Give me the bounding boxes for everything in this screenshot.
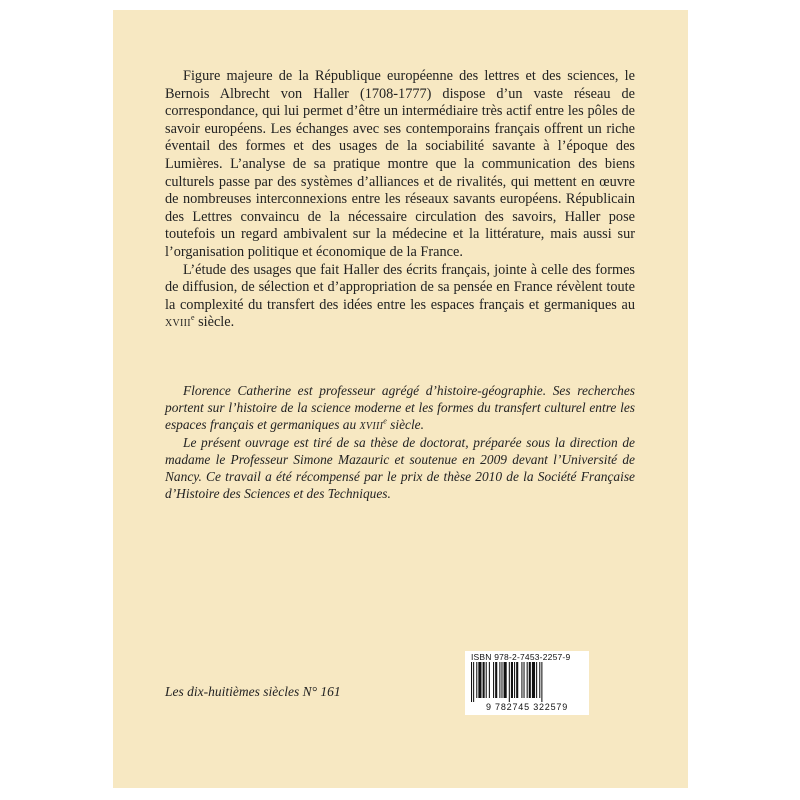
- summary-ending: siècle.: [194, 314, 235, 331]
- author-bio: [165, 383, 635, 503]
- isbn-label: ISBN 978-2-7453-2257-9: [471, 652, 571, 662]
- barcode-bar: [483, 662, 485, 698]
- barcode-bar: [495, 662, 497, 698]
- barcode-bar: [489, 662, 490, 698]
- isbn-barcode: [465, 651, 589, 715]
- barcode-digits: 9 782745 322579: [485, 702, 569, 712]
- bio-ending: siècle.: [386, 416, 424, 432]
- barcode-bar: [509, 662, 510, 702]
- summary-century-sup: e: [190, 313, 195, 323]
- bio-paragraph-1: [165, 383, 635, 435]
- barcode-bar: [501, 662, 502, 698]
- barcode-bar: [521, 662, 522, 698]
- summary-century: XVIII: [165, 318, 191, 330]
- summary-paragraph-2: [165, 262, 635, 333]
- book-summary: [165, 68, 635, 333]
- barcode-bar: [529, 662, 531, 698]
- barcode-bar: [476, 662, 477, 698]
- barcode-bar: [524, 662, 525, 698]
- bio-paragraph-2: Le présent ouvrage est tiré de sa thèse de doctorat, préparée sous la direction de madame le Professeur Simone Mazauric et soutenue en 2009 devant l’Université de Nancy. Ce travail a été récompensé par le prix de thèse 2010 de la Société Française d’Histoire des Sciences et des Techniques.: [165, 435, 635, 501]
- back-cover: [113, 10, 688, 788]
- barcode-bar: [499, 662, 500, 698]
- barcode-bar: [532, 662, 535, 698]
- barcode-bar: [473, 662, 474, 702]
- barcode-bar: [516, 662, 518, 698]
- barcode-bar: [486, 662, 487, 698]
- barcode-bar: [527, 662, 528, 698]
- barcode-bar: [511, 662, 513, 698]
- bio-century: XVIII: [359, 420, 384, 432]
- barcode-bar: [493, 662, 494, 698]
- summary-paragraph-2-text: L’étude des usages que fait Haller des écrits français, jointe à celle des formes de diffusion, de sélection et d’appropriation de sa pensée en France révèlent toute la complexité du transfert des idées entre les espaces français et germaniques au: [165, 261, 635, 313]
- barcode-bar: [504, 662, 507, 698]
- barcode-bar: [541, 662, 542, 702]
- bio-century-sup: e: [383, 416, 387, 426]
- barcode-bar: [539, 662, 540, 698]
- barcode-bar: [471, 662, 472, 702]
- barcode-bars: [469, 662, 585, 702]
- barcode-bar: [536, 662, 537, 698]
- barcode-bar: [478, 662, 481, 698]
- summary-paragraph-1: Figure majeure de la République européenne des lettres et des sciences, le Bernois Albrecht von Haller (1708-1777) dispose d’un vaste réseau de correspondance, qui lui permet d’être un intermédiaire très actif entre les pôles de savoir européens. Les échanges avec ses contemporains français offrent un riche éventail des formes et des usages de la sociabilité savante à l’époque des Lumières. L’analyse de sa pratique montre que la communication des biens culturels passe par des systèmes d’alliances et de rivalités, qui mettent en œuvre de nombreuses interconnexions entre les réseaux savants européens. Républicain des Lettres convaincu de la nécessaire circulation des savoirs, Haller pose toutefois un regard ambivalent sur la médecine et la littérature, mais aussi sur l’organisation politique et économique de la France.: [165, 68, 635, 260]
- series-title: Les dix-huitièmes siècles N° 161: [165, 684, 341, 699]
- barcode-bar: [514, 662, 515, 698]
- bio-paragraph-1-text: Florence Catherine est professeur agrégé d’histoire-géographie. Ses recherches portent sur l’histoire de la science moderne et les formes du transfert culturel entre les espaces français et germaniques au: [165, 383, 635, 432]
